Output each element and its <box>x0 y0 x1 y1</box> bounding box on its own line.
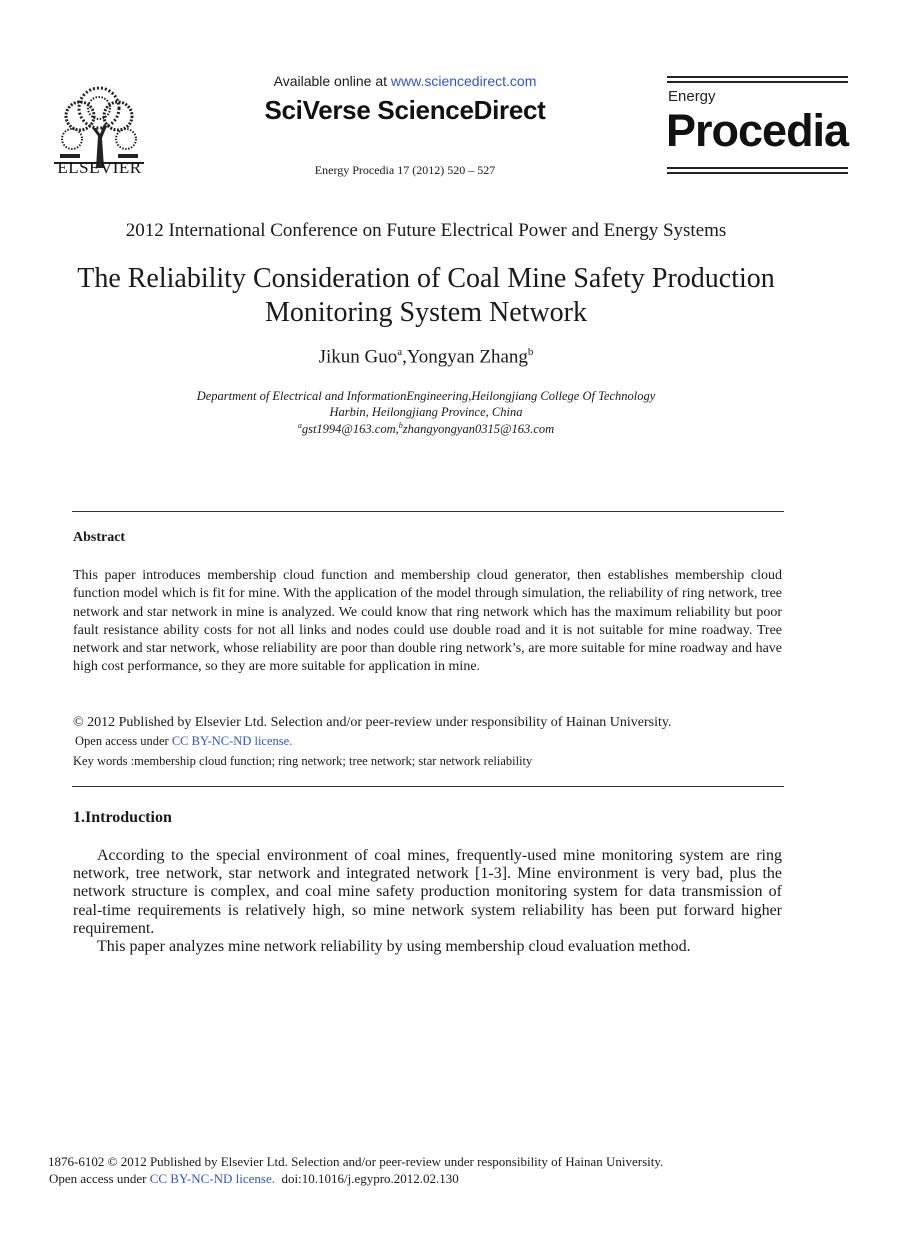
open-access-label: Open access under <box>75 734 172 748</box>
keywords: Key words :membership cloud function; ring network; tree network; star network reliability <box>73 754 533 768</box>
doi: doi:10.1016/j.egypro.2012.02.130 <box>275 1171 459 1186</box>
section-heading: 1.Introduction <box>73 809 172 826</box>
email-marker: b <box>398 421 403 430</box>
paper-title: The Reliability Consideration of Coal Mine Safety Production Monitoring System Network <box>77 263 775 328</box>
abstract-bottom-rule <box>72 786 784 787</box>
abstract-top-rule <box>72 511 784 512</box>
email-marker: a <box>297 421 302 430</box>
email-address: zhangyongyan0315@163.com <box>402 422 555 437</box>
available-online-label: Available online at <box>273 73 391 89</box>
footer-license-link[interactable]: CC BY-NC-ND license. <box>149 1171 276 1186</box>
affiliation-department: Department of Electrical and InformationEngineering,Heilongjiang College Of Technology <box>196 389 656 403</box>
sciencedirect-link[interactable]: www.sciencedirect.com <box>390 73 537 89</box>
body-paragraph: According to the special environment of coal mines, frequently-used mine monitoring system are ring network, tree network, star network and integrated network [1-3]. Mine environment is very bad, plus the network structure is complex, and coal mine safety production monitoring system for data transmission of real-time requirements is relatively high, so mine network system reliability has been put forward higher requirement. <box>73 847 782 937</box>
author-separator: , <box>402 346 407 368</box>
platform-logo-text: SciVerse ScienceDirect <box>264 95 546 125</box>
affiliation-location: Harbin, Heilongjiang Province, China <box>329 405 523 419</box>
available-online-line <box>170 73 640 89</box>
footer-copyright: 1876-6102 © 2012 Published by Elsevier Ltd. Selection and/or peer-review under responsibility of Hainan University. <box>48 1154 664 1169</box>
author-name: Yongyan Zhang <box>406 346 528 368</box>
copyright-notice: © 2012 Published by Elsevier Ltd. Selection and/or peer-review under responsibility of Hainan University. <box>73 715 672 730</box>
journal-logo-large: Procedia <box>666 105 849 156</box>
open-access-line <box>75 734 292 749</box>
author-affil-marker: a <box>397 346 403 358</box>
procedia-bottom-rule-2 <box>667 172 848 174</box>
procedia-bottom-rule <box>667 167 848 169</box>
body-paragraph: This paper analyzes mine network reliability by using membership cloud evaluation method. <box>97 938 691 955</box>
journal-reference: Energy Procedia 17 (2012) 520 – 527 <box>314 163 496 177</box>
footer-license-doi <box>49 1171 459 1187</box>
author-name: Jikun Guo <box>318 346 398 368</box>
conference-name: 2012 International Conference on Future Electrical Power and Energy Systems <box>125 220 727 241</box>
journal-logo-small: Energy <box>668 88 716 105</box>
procedia-top-rule-2 <box>667 81 848 83</box>
procedia-top-rule <box>667 76 848 78</box>
footer-open-access-label: Open access under <box>49 1171 150 1186</box>
license-link[interactable]: CC BY-NC-ND license. <box>171 734 293 748</box>
abstract-heading: Abstract <box>73 530 126 545</box>
author-list <box>0 346 852 368</box>
author-affil-marker: b <box>527 346 534 358</box>
author-emails <box>0 421 852 437</box>
publisher-name: ELSEVIER <box>57 158 142 177</box>
email-address: gst1994@163.com, <box>301 422 399 437</box>
abstract-text: This paper introduces membership cloud function and membership cloud generator, then establishes membership cloud function model which is fit for mine. With the application of the model through simulation, the reliability of ring network, tree network and star network in mine is analyzed. We could know that ring network which has the maximum reliability but poor fault resistance ability costs for not all links and nodes could use double road and it is not suitable for mine roadway. Tree network and star network, whose reliability are poor than double ring network’s, are more suitable for mine roadway and have high cost performance, so they are more suitable for application in mine. <box>73 568 782 675</box>
